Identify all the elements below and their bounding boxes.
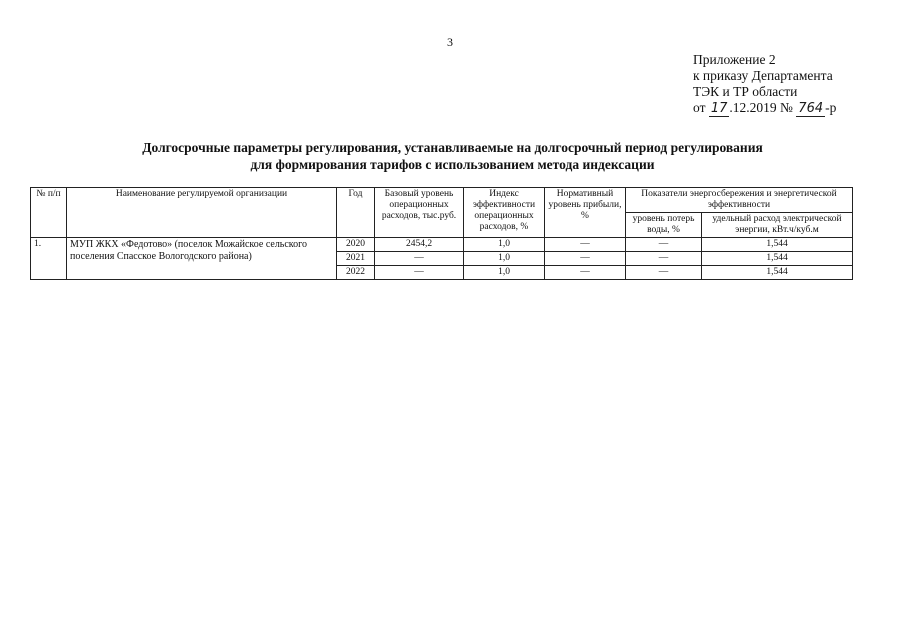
title-line-2: для формирования тарифов с использованием метода индексации [250, 157, 655, 172]
cell-index: 1,0 [464, 238, 545, 252]
cell-profit: — [545, 252, 626, 266]
page-number: 3 [447, 35, 453, 49]
appendix-line-3: ТЭК и ТР области [693, 84, 798, 99]
cell-loss: — [626, 266, 702, 280]
header-base: Базовый уровень операционных расходов, тыс.руб. [375, 188, 464, 238]
header-row-1 [31, 188, 853, 213]
date-prefix: от [693, 100, 706, 115]
cell-consumption: 1,544 [702, 238, 853, 252]
order-number-handwritten: 764 [798, 101, 824, 116]
header-index: Индекс эффективности операционных расходов, % [464, 188, 545, 238]
cell-base: 2454,2 [375, 238, 464, 252]
date-day-handwritten: 17 [710, 101, 728, 116]
cell-base: — [375, 266, 464, 280]
cell-profit: — [545, 266, 626, 280]
parameters-table [30, 187, 853, 280]
cell-year: 2021 [337, 252, 375, 266]
appendix-line-2: к приказу Департамента [693, 68, 833, 83]
header-energy-group: Показатели энергосбережения и энергетической эффективности [626, 188, 853, 213]
appendix-line-1: Приложение 2 [693, 52, 776, 67]
header-num: № п/п [31, 188, 67, 238]
cell-year: 2022 [337, 266, 375, 280]
date-rest: .12.2019 № [729, 100, 793, 115]
cell-org: МУП ЖКХ «Федотово» (поселок Можайское сельского поселения Спасское Вологодского района) [67, 238, 337, 280]
cell-consumption: 1,544 [702, 252, 853, 266]
cell-num: 1. [31, 238, 67, 280]
cell-profit: — [545, 238, 626, 252]
cell-loss: — [626, 252, 702, 266]
appendix-date-line [693, 100, 836, 117]
table-row [31, 238, 853, 252]
order-suffix: -р [825, 100, 837, 115]
header-consumption: удельный расход электрической энергии, кВт.ч/куб.м [702, 213, 853, 238]
cell-index: 1,0 [464, 266, 545, 280]
header-year: Год [337, 188, 375, 238]
cell-consumption: 1,544 [702, 266, 853, 280]
appendix-block [693, 52, 836, 117]
cell-loss: — [626, 238, 702, 252]
title-line-1: Долгосрочные параметры регулирования, устанавливаемые на долгосрочный период регулирования [142, 140, 763, 155]
header-org: Наименование регулируемой организации [67, 188, 337, 238]
cell-base: — [375, 252, 464, 266]
header-loss: уровень потерь воды, % [626, 213, 702, 238]
cell-index: 1,0 [464, 252, 545, 266]
cell-year: 2020 [337, 238, 375, 252]
header-profit: Нормативный уровень прибыли, % [545, 188, 626, 238]
document-title [0, 139, 905, 173]
